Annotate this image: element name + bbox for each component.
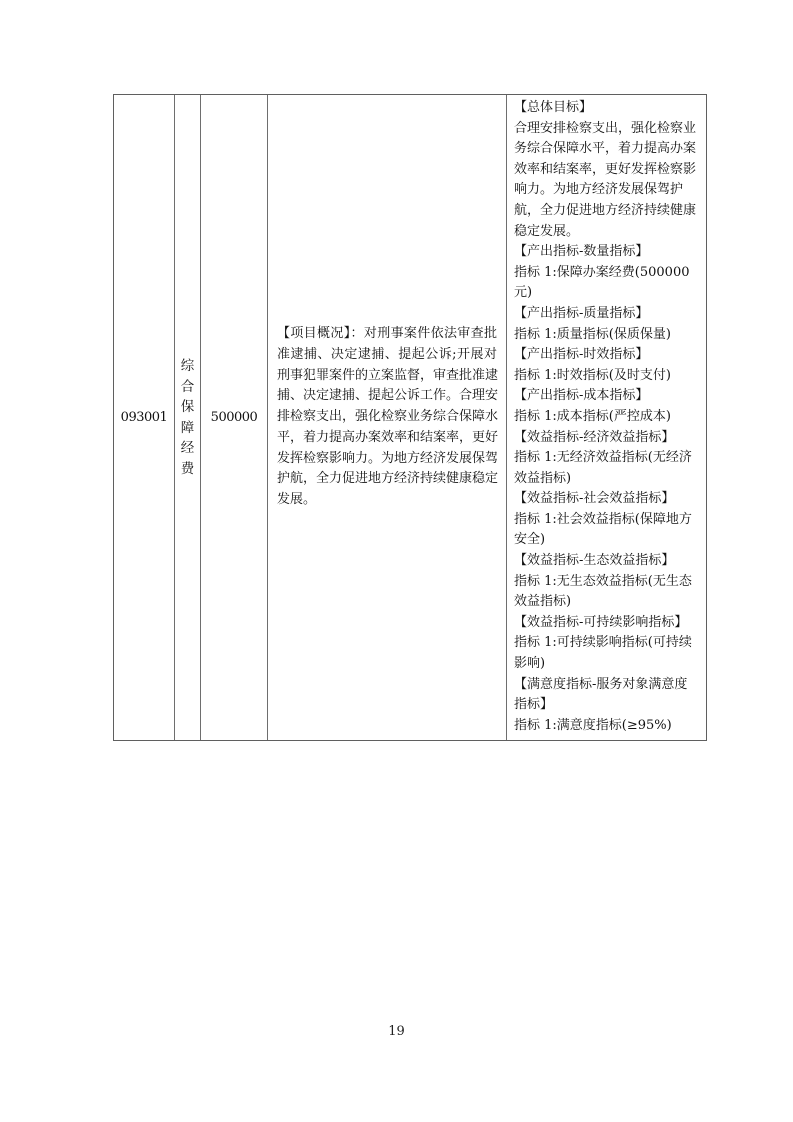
text-line: 务综合保障水平，着力提高办案 — [514, 141, 697, 157]
text-line: 效益指标) — [514, 594, 572, 610]
text-line: 【产出指标-成本指标】 — [514, 388, 649, 404]
performance-targets-cell — [507, 95, 706, 740]
text-line: 指标 1:成本指标(严控成本) — [514, 408, 671, 424]
text-line: 综 — [180, 358, 195, 374]
text-line: 【产出指标-质量指标】 — [514, 305, 649, 321]
project-code-cell — [114, 95, 175, 740]
text-line: 捕、决定逮捕、提起公诉工作。合理安 — [277, 388, 499, 404]
text-line: 【效益指标-可持续影响指标】 — [514, 614, 688, 630]
text-line: 指标 1:社会效益指标(保障地方 — [514, 511, 692, 527]
text-line: 刑事犯罪案件的立案监督，审查批准逮 — [277, 367, 499, 383]
text-line: 指标 1:无生态效益指标(无生态 — [514, 573, 692, 589]
project-performance-table — [113, 94, 707, 741]
text-line: 【效益指标-社会效益指标】 — [514, 491, 675, 507]
text-line: 【产出指标-数量指标】 — [514, 244, 649, 260]
text-line: 指标 1:质量指标(保质保量) — [514, 326, 671, 342]
text-line: 【效益指标-生态效益指标】 — [514, 553, 675, 569]
project-name-cell — [175, 95, 201, 740]
text-line: 【满意度指标-服务对象满意度 — [514, 676, 688, 692]
text-line: 排检察支出，强化检察业务综合保障水 — [277, 409, 499, 425]
text-line: 影响) — [514, 656, 546, 672]
text-line: 指标 1:保障办案经费(500000 — [514, 264, 690, 280]
text-line: 效率和结案率，更好发挥检察影 — [514, 161, 697, 177]
text-line: 平，着力提高办案效率和结案率，更好 — [277, 429, 499, 445]
text-line: 护航，全力促进地方经济持续健康稳定 — [277, 471, 499, 487]
page-number: 19 — [388, 1024, 405, 1039]
project-amount: 500000 — [210, 410, 258, 425]
text-line: 费 — [180, 460, 195, 477]
text-line: 【项目概况】：对刑事案件依法审查批 — [277, 326, 497, 342]
text-line: 效益指标) — [514, 470, 572, 486]
text-line: 指标 1:可持续影响指标(可持续 — [514, 635, 692, 651]
text-line: 稳定发展。 — [514, 223, 580, 239]
text-line: 合 — [180, 378, 195, 395]
project-overview-cell — [268, 95, 507, 740]
text-line: 准逮捕、决定逮捕、提起公诉;开展对 — [277, 347, 497, 363]
text-line: 【产出指标-时效指标】 — [514, 347, 649, 363]
text-line: 响力。为地方经济发展保驾护 — [514, 182, 684, 198]
text-line: 经 — [180, 440, 195, 456]
text-line: 【总体目标】 — [514, 100, 593, 115]
text-line: 障 — [180, 419, 195, 436]
text-line: 航，全力促进地方经济持续健康 — [514, 202, 697, 218]
project-amount-cell — [201, 95, 268, 740]
project-code: 093001 — [120, 410, 168, 425]
text-line: 指标 1:满意度指标(≥95%) — [514, 717, 672, 733]
text-line: 指标】 — [514, 697, 554, 713]
text-line: 指标 1:时效指标(及时支付) — [514, 367, 671, 383]
text-line: 安全) — [514, 532, 546, 548]
text-line: 【效益指标-经济效益指标】 — [514, 429, 675, 445]
text-line: 元) — [514, 285, 533, 301]
text-line: 发展。 — [277, 491, 317, 507]
text-line: 合理安排检察支出，强化检察业 — [514, 120, 697, 136]
text-line: 发挥检察影响力。为地方经济发展保驾 — [277, 450, 499, 466]
text-line: 指标 1:无经济效益指标(无经济 — [514, 450, 692, 466]
text-line: 保 — [180, 399, 195, 415]
